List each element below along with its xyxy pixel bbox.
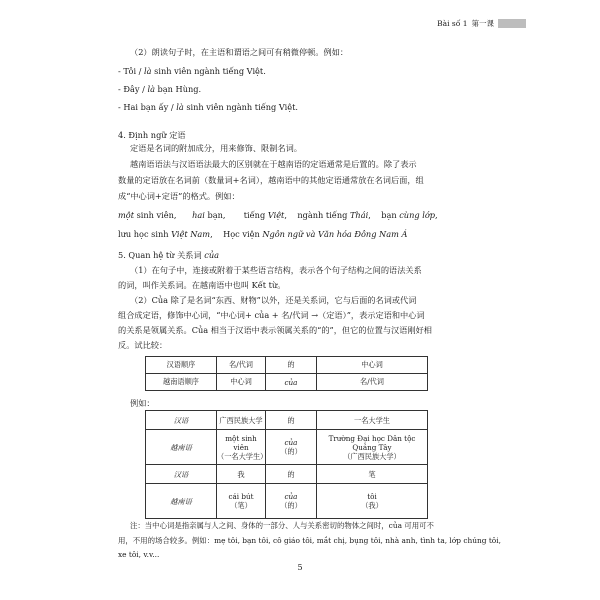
table-cell: Trường Đại học Dân tộc Quảng Tây （广西民族大学） [317,430,428,465]
table-cell: 的 [266,411,317,430]
table-row [146,465,428,484]
table-cell: 一名大学生 [317,411,428,430]
table-cell: 我 [217,465,266,484]
table-cell: 的 [266,465,317,484]
table-cell: 汉语顺序 [146,357,217,374]
example-segment: , Học viện [210,229,263,239]
section4-p2-line1: 越南语语法与汉语语法最大的区别就在于越南语的定语通常是后置的。除了表示 [130,159,417,169]
section4-p2-line2: 数量的定语放在名词前（数量词+名词），越南语中的其他定语通常放在名词后面，组 [118,175,424,185]
table-row [146,374,428,391]
example-segment: Thái [349,210,369,220]
section5-p2-line3: 的关系是领属关系。Của 相当于汉语中表示领属关系的“的”，但它的位置与汉语刚好相 [118,325,432,335]
table-cell: 名/代词 [317,374,428,391]
example-segment: cùng lớp [399,210,435,220]
example-segment: sinh viên, [133,210,193,220]
table-cell: 中心词 [217,374,266,391]
table-cell: của （的） [266,430,317,465]
table-cell: 名/代词 [217,357,266,374]
table-row [146,357,428,374]
section5-p2-line4: 反。试比较： [118,340,168,350]
table-row [146,430,428,465]
table-cell: 汉语 [146,411,217,430]
table-cell: một sinh viên （一名大学生） [217,430,266,465]
table-cell: 中心词 [317,357,428,374]
section5-p1-line1: （1）在句子中，连接或附着于某些语言结构，表示各个句子结构之间的语法关系 [130,265,422,275]
table-cell: 广西民族大学 [217,411,266,430]
section4-p2-line3: 成“中心词+定语”的格式。例如： [118,191,240,201]
running-header [437,18,526,29]
section5-p2-line1: （2）Của 除了是名词“东西、财物”以外，还是关系词，它与后面的名词或代词 [130,295,417,305]
note-line2: 用，不用的场合较多。例如：mẹ tôi, bạn tôi, cô giáo tôi, mắt chị, bụng tôi, nhà anh, tình ta, lớp chúng tôi, [118,536,501,545]
example-segment: hai [192,210,205,220]
table-cell: 越南语 [146,484,217,519]
table-cell: 笔 [317,465,428,484]
section5-title: 5. Quan hệ từ 关系词 của [118,250,219,260]
section4-p1: 定语是名词的附加成分，用来修饰、限制名词。 [130,143,302,153]
table-cell: cái bút （笔） [217,484,266,519]
section4-examples-row2 [118,229,407,239]
table-row [146,484,428,519]
table-cell: 汉语 [146,465,217,484]
lesson-label-cn: 第一课 [471,19,494,28]
example-segment: một [118,210,134,220]
example-segment: bạn, tiếng [204,210,268,220]
pause-example-2: - Đây / là bạn Hùng. [118,84,202,94]
table-cell: của [266,374,317,391]
example-label: 例如： [130,398,155,408]
table-cell: 越南语顺序 [146,374,217,391]
note-line3: xe tôi, v.v... [118,550,160,559]
example-segment: lưu học sinh [118,229,172,239]
example-segment: Việt Nam [171,229,211,239]
section5-p2-line2: 组合成定语，修饰中心词，“中心词+ của + 名/代词 →（定语）”，表示定语和中心词 [118,310,425,320]
section5-p1-line2: 的词，叫作关系词。在越南语中也叫 Kết từ。 [118,280,286,290]
table-row [146,411,428,430]
page-number: 5 [297,563,303,572]
example-segment: Ngôn ngữ và Văn hóa Đông Nam Á [262,229,408,239]
table-cell: của （的） [266,484,317,519]
order-table [145,356,428,391]
example-segment: , [434,210,438,220]
pause-intro: （2）朗读句子时，在主语和谓语之间可有稍微停顿。例如： [130,47,349,57]
table-cell: 越南语 [146,430,217,465]
note-line1: 注：当中心词是指亲属与人之间、身体的一部分、人与关系密切的物体之间时，của 可用可不 [130,521,434,530]
example-table [145,410,428,519]
pause-example-3: - Hai bạn ấy / là sinh viên ngành tiếng Việt. [118,102,298,112]
table-cell: tôi （我） [317,484,428,519]
lesson-label-vn: Bài số 1 [437,19,468,28]
table-cell: 的 [266,357,317,374]
pause-example-1: - Tôi / là sinh viên ngành tiếng Việt. [118,66,266,76]
section4-title: 4. Định ngữ 定语 [118,130,186,140]
example-segment: , ngành tiếng [284,210,350,220]
section4-examples-row1 [118,210,438,220]
header-tab-decoration [498,19,526,28]
example-segment: , bạn [368,210,400,220]
example-segment: Việt [267,210,285,220]
